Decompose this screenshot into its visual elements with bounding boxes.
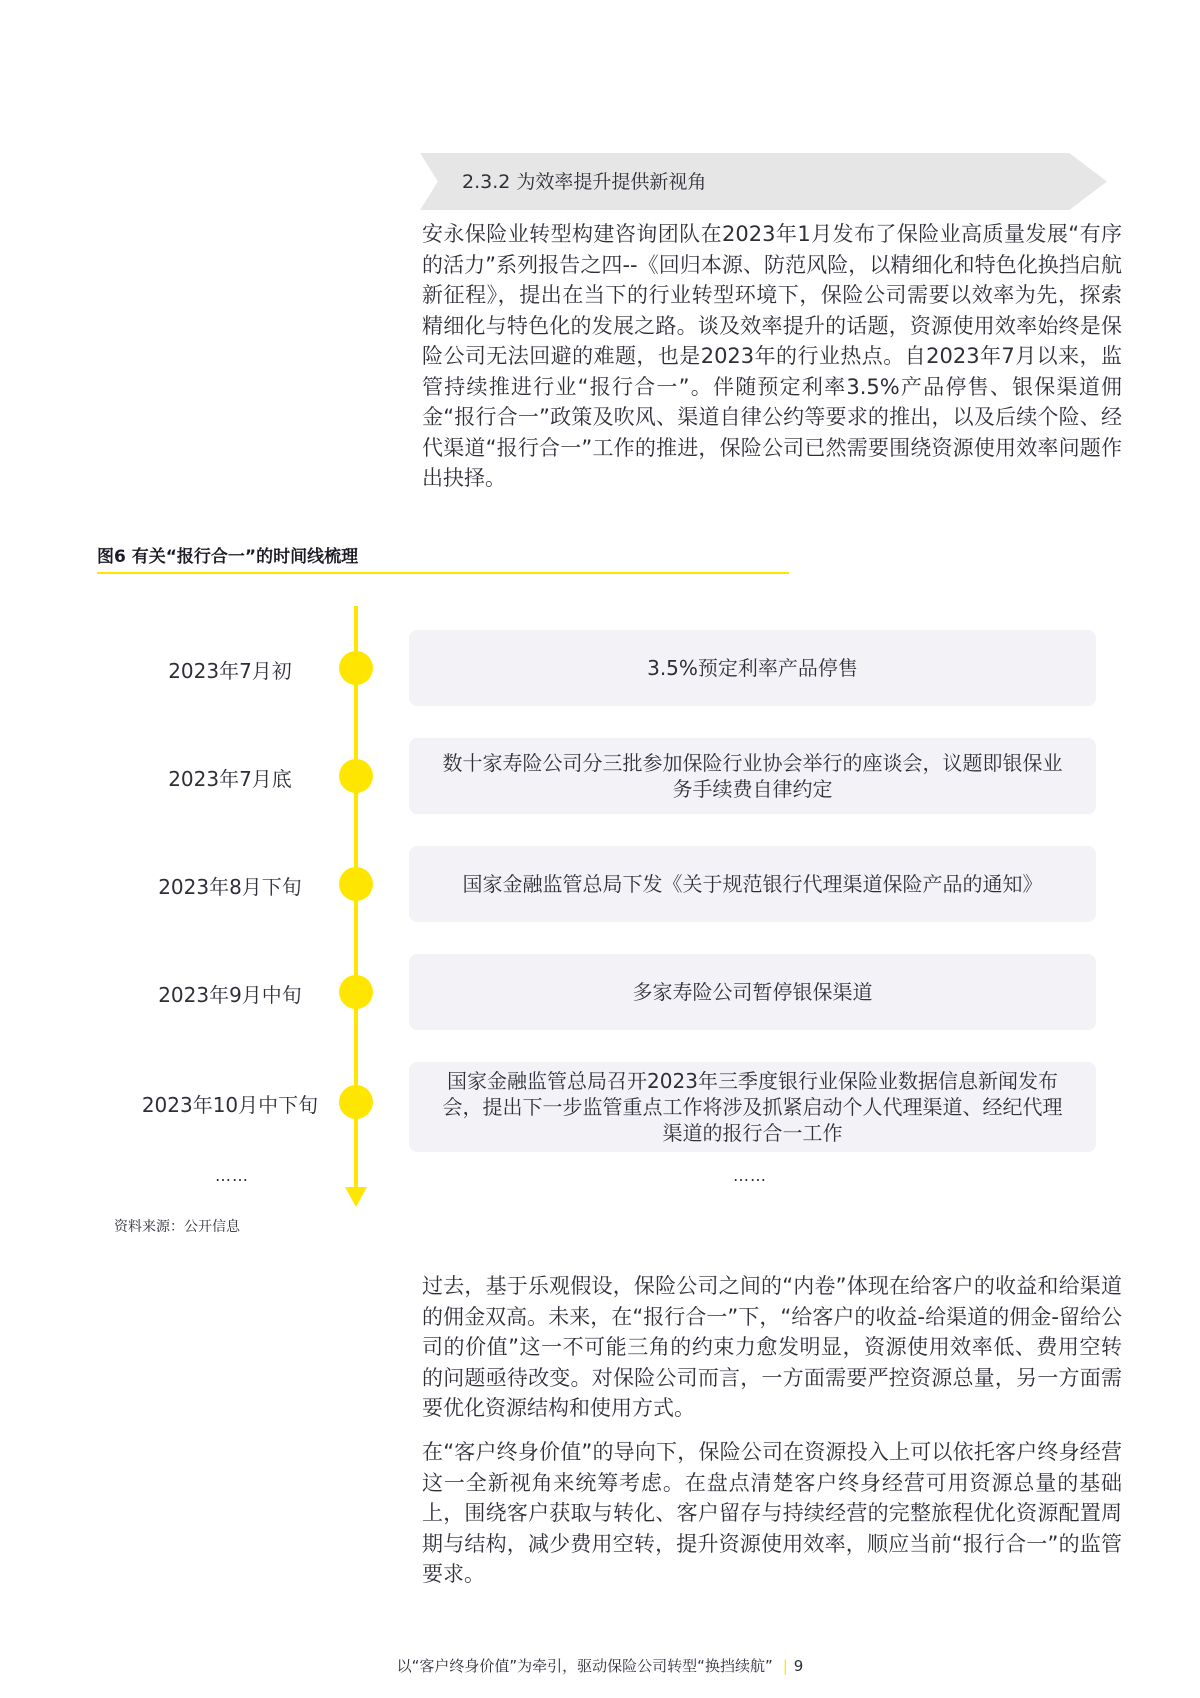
timeline-ellipsis-right: …… bbox=[733, 1166, 767, 1185]
timeline-dot-5 bbox=[339, 1085, 373, 1119]
timeline-date-2: 2023年7月底 bbox=[168, 767, 292, 791]
timeline-date-1: 2023年7月初 bbox=[168, 659, 292, 683]
page-number: 9 bbox=[793, 1657, 804, 1675]
timeline-date-4: 2023年9月中旬 bbox=[158, 983, 302, 1007]
timeline-dot-3 bbox=[339, 867, 373, 901]
footer-separator: | bbox=[782, 1657, 788, 1675]
timeline-event-2: 数十家寿险公司分三批参加保险行业协会举行的座谈会，议题即银保业务手续费自律约定 bbox=[409, 738, 1096, 814]
page-footer bbox=[0, 1655, 1200, 1676]
body-paragraph-2: 在“客户终身价值”的导向下，保险公司在资源投入上可以依托客户终身经营这一全新视角来统筹考虑。在盘点清楚客户终身经营可用资源总量的基础上，围绕客户获取与转化、客户留存与持续经营的完整旅程优化资源配置周期与结构，减少费用空转，提升资源使用效率，顺应当前“报行合一”的监管要求。 bbox=[422, 1440, 1122, 1586]
timeline-event-5: 国家金融监管总局召开2023年三季度银行业保险业数据信息新闻发布会，提出下一步监管重点工作将涉及抓紧启动个人代理渠道、经纪代理渠道的报行合一工作 bbox=[409, 1062, 1096, 1152]
timeline-event-3: 国家金融监管总局下发《关于规范银行代理渠道保险产品的通知》 bbox=[409, 846, 1096, 922]
body-paragraph-1: 过去，基于乐观假设，保险公司之间的“内卷”体现在给客户的收益和给渠道的佣金双高。未来，在“报行合一”下，“给客户的收益-给渠道的佣金-留给公司的价值”这一不可能三角的约束力愈发明显，资源使用效率低、费用空转的问题亟待改变。对保险公司而言，一方面需要严控资源总量，另一方面需要优化资源结构和使用方式。 bbox=[422, 1274, 1122, 1420]
timeline-date-5: 2023年10月中下旬 bbox=[141, 1093, 319, 1117]
figure-title: 图6 有关“报行合一”的时间线梳理 bbox=[97, 547, 359, 567]
timeline-dot-4 bbox=[339, 975, 373, 1009]
section-title: 2.3.2 为效率提升提供新视角 bbox=[462, 171, 707, 193]
timeline-ellipsis-left: …… bbox=[215, 1166, 249, 1185]
timeline-dot-1 bbox=[339, 651, 373, 685]
timeline-event-4: 多家寿险公司暂停银保渠道 bbox=[409, 954, 1096, 1030]
timeline-date-3: 2023年8月下旬 bbox=[158, 875, 302, 899]
intro-paragraph: 安永保险业转型构建咨询团队在2023年1月发布了保险业高质量发展“有序的活力”系列报告之四--《回归本源、防范风险，以精细化和特色化换挡启航新征程》，提出在当下的行业转型环境下，保险公司需要以效率为先，探索精细化与特色化的发展之路。谈及效率提升的话题，资源使用效率始终是保险公司无法回避的难题，也是2023年的行业热点。自2023年7月以来，监管持续推进行业“报行合一”。伴随预定利率3.5%产品停售、银保渠道佣金“报行合一”政策及吹风、渠道自律公约等要求的推出，以及后续个险、经代渠道“报行合一”工作的推进，保险公司已然需要围绕资源使用效率问题作出抉择。 bbox=[422, 222, 1122, 490]
figure-source: 资料来源：公开信息 bbox=[114, 1219, 240, 1235]
timeline-arrow-icon bbox=[345, 1187, 367, 1207]
timeline-event-1: 3.5%预定利率产品停售 bbox=[409, 630, 1096, 706]
timeline-dot-2 bbox=[339, 759, 373, 793]
figure-title-rule bbox=[97, 572, 789, 574]
footer-title: 以“客户终身价值”为牵引，驱动保险公司转型“换挡续航” bbox=[396, 1657, 773, 1675]
